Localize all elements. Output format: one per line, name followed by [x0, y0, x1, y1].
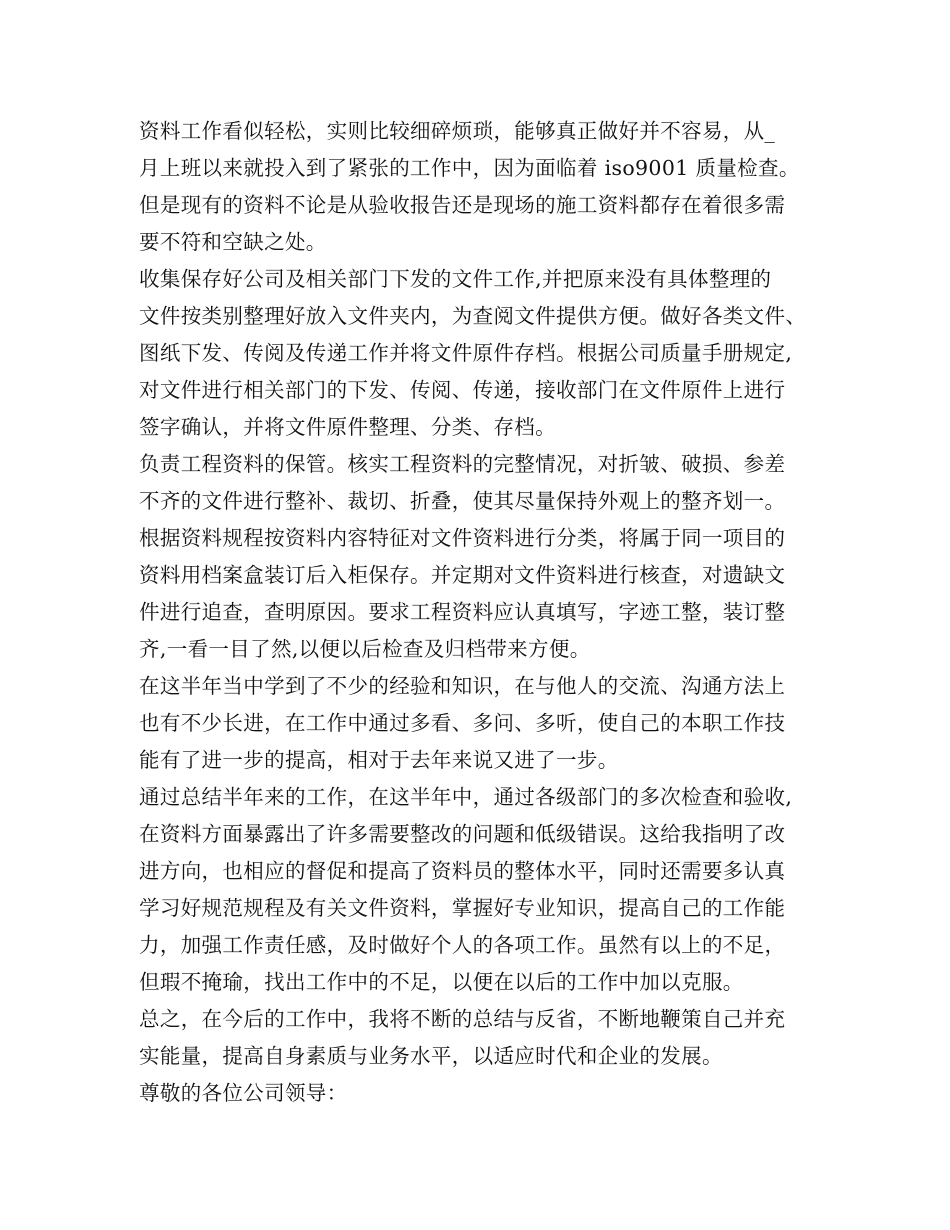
text-line: 在这半年当中学到了不少的经验和知识，在与他人的交流、沟通方法上 — [139, 674, 786, 698]
text-line: 图纸下发、传阅及传递工作并将文件原件存档。根据公司质量手册规定, — [139, 341, 793, 365]
text-line: 尊敬的各位公司领导： — [139, 1081, 348, 1105]
text-line: 资料工作看似轻松，实则比较细碎烦琐，能够真正做好并不容易，从_ — [139, 119, 776, 143]
text-line: 对文件进行相关部门的下发、传阅、传递，接收部门在文件原件上进行 — [139, 378, 786, 402]
text-line: 月上班以来就投入到了紧张的工作中，因为面临着 iso9001 质量检查。 — [139, 156, 800, 180]
text-line: 文件按类别整理好放入文件夹内，为查阅文件提供方便。做好各类文件、 — [139, 304, 807, 328]
text-line: 件进行追查，查明原因。要求工程资料应认真填写，字迹工整，装订整 — [139, 600, 786, 624]
text-line: 能有了进一步的提高，相对于去年来说又进了一步。 — [139, 748, 619, 772]
text-line: 进方向，也相应的督促和提高了资料员的整体水平，同时还需要多认真 — [139, 859, 786, 883]
text-line: 资料用档案盒装订后入柜保存。并定期对文件资料进行核查，对遗缺文 — [139, 563, 786, 587]
text-line: 通过总结半年来的工作，在这半年中，通过各级部门的多次检查和验收, — [139, 785, 793, 809]
text-line: 在资料方面暴露出了许多需要整改的问题和低级错误。这给我指明了改 — [139, 822, 786, 846]
text-line: 但瑕不掩瑜，找出工作中的不足，以便在以后的工作中加以克服。 — [139, 970, 744, 994]
document-body — [139, 113, 829, 1112]
text-line: 收集保存好公司及相关部门下发的文件工作,并把原来没有具体整理的 — [139, 267, 772, 291]
text-line: 也有不少长进，在工作中通过多看、多问、多听，使自己的本职工作技 — [139, 711, 786, 735]
text-line: 根据资料规程按资料内容特征对文件资料进行分类，将属于同一项目的 — [139, 526, 786, 550]
text-line: 齐,一看一目了然,以便以后检查及归档带来方便。 — [139, 637, 591, 661]
text-line: 实能量，提高自身素质与业务水平，以适应时代和企业的发展。 — [139, 1044, 723, 1068]
text-line: 不齐的文件进行整补、裁切、折叠，使其尽量保持外观上的整齐划一。 — [139, 489, 786, 513]
text-line: 但是现有的资料不论是从验收报告还是现场的施工资料都存在着很多需 — [139, 193, 786, 217]
text-line: 学习好规范规程及有关文件资料，掌握好专业知识，提高自己的工作能 — [139, 896, 786, 920]
text-line: 力，加强工作责任感，及时做好个人的各项工作。虽然有以上的不足， — [139, 933, 786, 957]
text-line: 总之，在今后的工作中，我将不断的总结与反省，不断地鞭策自己并充 — [139, 1007, 786, 1031]
text-line: 负责工程资料的保管。核实工程资料的完整情况，对折皱、破损、参差 — [139, 452, 786, 476]
text-line: 签字确认，并将文件原件整理、分类、存档。 — [139, 415, 556, 439]
text-line: 要不符和空缺之处。 — [139, 230, 327, 254]
